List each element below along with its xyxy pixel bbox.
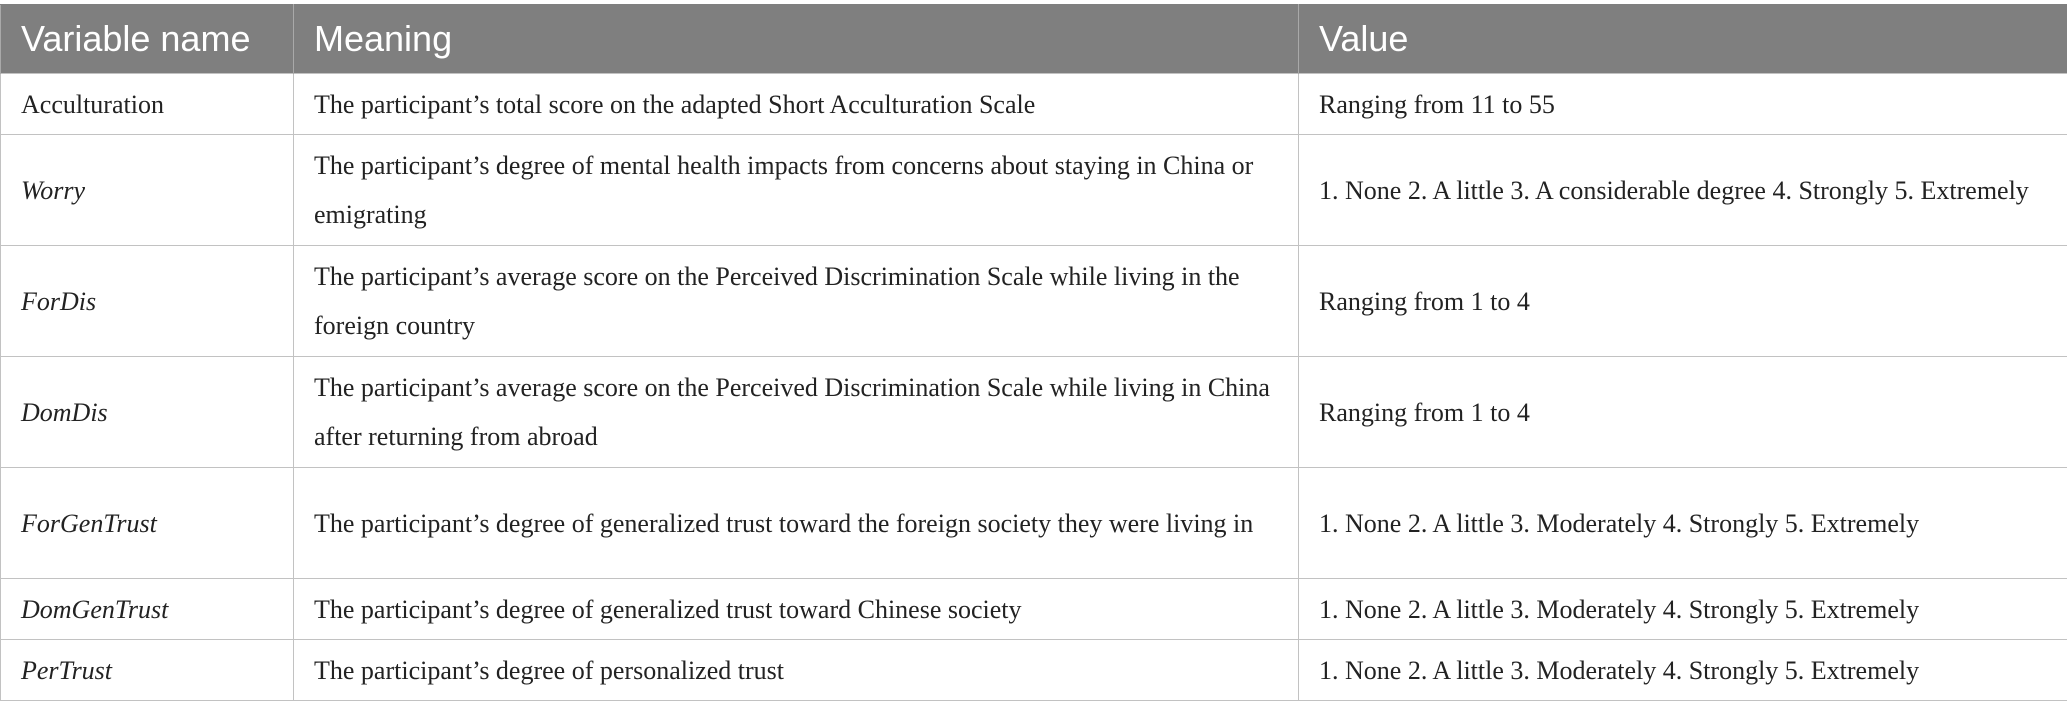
table-row: [1, 468, 2067, 579]
cell-meaning: The participant’s degree of generalized trust toward Chinese society: [294, 579, 1299, 640]
header-variable-name: Variable name: [1, 5, 294, 74]
cell-value: 1. None 2. A little 3. Moderately 4. Strongly 5. Extremely: [1299, 640, 2067, 701]
cell-meaning: The participant’s degree of mental health impacts from concerns about staying in China or emigrating: [294, 135, 1299, 246]
cell-value: 1. None 2. A little 3. A considerable degree 4. Strongly 5. Extremely: [1299, 135, 2067, 246]
cell-meaning: The participant’s average score on the Perceived Discrimination Scale while living in the foreign country: [294, 246, 1299, 357]
variables-table-container: [0, 4, 2067, 701]
cell-value: 1. None 2. A little 3. Moderately 4. Strongly 5. Extremely: [1299, 579, 2067, 640]
cell-variable-name: DomGenTrust: [1, 579, 294, 640]
cell-variable-name: PerTrust: [1, 640, 294, 701]
cell-variable-name: DomDis: [1, 357, 294, 468]
cell-meaning: The participant’s total score on the adapted Short Acculturation Scale: [294, 74, 1299, 135]
cell-value: Ranging from 1 to 4: [1299, 246, 2067, 357]
cell-value: 1. None 2. A little 3. Moderately 4. Strongly 5. Extremely: [1299, 468, 2067, 579]
header-row: [1, 5, 2067, 74]
cell-meaning: The participant’s degree of personalized trust: [294, 640, 1299, 701]
cell-value: Ranging from 1 to 4: [1299, 357, 2067, 468]
cell-variable-name: ForGenTrust: [1, 468, 294, 579]
table-row: [1, 357, 2067, 468]
cell-meaning: The participant’s degree of generalized trust toward the foreign society they were living in: [294, 468, 1299, 579]
cell-variable-name: Worry: [1, 135, 294, 246]
table-row: [1, 74, 2067, 135]
header-value: Value: [1299, 5, 2067, 74]
table-header: [1, 5, 2067, 74]
cell-variable-name: ForDis: [1, 246, 294, 357]
cell-variable-name: Acculturation: [1, 74, 294, 135]
table-row: [1, 135, 2067, 246]
table-row: [1, 640, 2067, 701]
header-meaning: Meaning: [294, 5, 1299, 74]
cell-value: Ranging from 11 to 55: [1299, 74, 2067, 135]
table-row: [1, 579, 2067, 640]
table-row: [1, 246, 2067, 357]
cell-meaning: The participant’s average score on the Perceived Discrimination Scale while living in China after returning from abroad: [294, 357, 1299, 468]
table-body: [1, 74, 2067, 701]
variables-table: [0, 4, 2067, 701]
